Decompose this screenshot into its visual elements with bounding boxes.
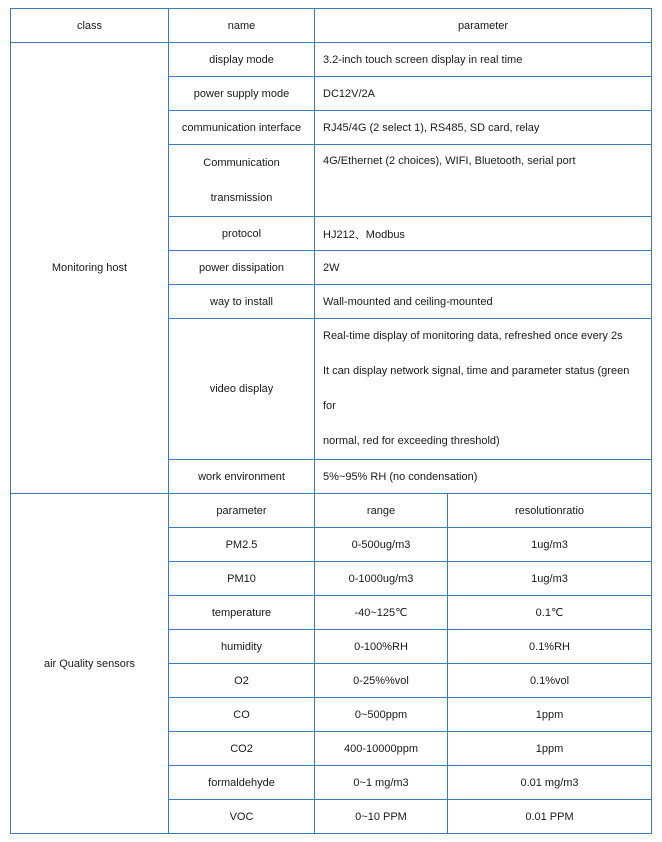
sensor-range: 400-10000ppm [315, 732, 448, 766]
row-name-line: Communication [203, 156, 280, 169]
sensor-header-resolution: resolutionratio [448, 494, 652, 528]
row-value: 4G/Ethernet (2 choices), WIFI, Bluetooth, serial port [315, 145, 652, 217]
sensor-parameter: CO2 [169, 732, 315, 766]
row-value-line: Real-time display of monitoring data, refreshed once every 2s [323, 330, 623, 342]
sensor-parameter: PM10 [169, 562, 315, 596]
row-value [315, 319, 652, 460]
class-air-quality-sensors: air Quality sensors [11, 494, 169, 834]
sensor-range: 0~500ppm [315, 698, 448, 732]
spec-table [10, 8, 652, 834]
row-name [169, 145, 315, 217]
sensor-header-range: range [315, 494, 448, 528]
row-name: communication interface [169, 111, 315, 145]
row-name: way to install [169, 285, 315, 319]
row-name: protocol [169, 217, 315, 251]
row-value: HJ212、Modbus [315, 217, 652, 251]
row-name: work environment [169, 460, 315, 494]
sensor-header-row [11, 494, 652, 528]
sensor-resolution: 0.1%vol [448, 664, 652, 698]
sensor-range: -40~125℃ [315, 596, 448, 630]
row-value: DC12V/2A [315, 77, 652, 111]
row-value: 2W [315, 251, 652, 285]
row-value-line: It can display network signal, time and parameter status (green for [323, 365, 630, 412]
row-value: RJ45/4G (2 select 1), RS485, SD card, relay [315, 111, 652, 145]
sensor-parameter: humidity [169, 630, 315, 664]
sensor-parameter: PM2.5 [169, 528, 315, 562]
sensor-resolution: 1ug/m3 [448, 562, 652, 596]
sensor-resolution: 1ppm [448, 698, 652, 732]
sensor-resolution: 1ppm [448, 732, 652, 766]
sensor-range: 0-25%%vol [315, 664, 448, 698]
sensor-range: 0-1000ug/m3 [315, 562, 448, 596]
sensor-resolution: 0.1%RH [448, 630, 652, 664]
header-parameter: parameter [315, 9, 652, 43]
header-class: class [11, 9, 169, 43]
header-row [11, 9, 652, 43]
sensor-parameter: temperature [169, 596, 315, 630]
row-name-line: transmission [210, 191, 273, 204]
class-monitoring-host: Monitoring host [11, 43, 169, 494]
sensor-resolution: 1ug/m3 [448, 528, 652, 562]
row-name: power supply mode [169, 77, 315, 111]
sensor-range: 0~1 mg/m3 [315, 766, 448, 800]
row-value: Wall-mounted and ceiling-mounted [315, 285, 652, 319]
sensor-resolution: 0.01 mg/m3 [448, 766, 652, 800]
row-value-line: normal, red for exceeding threshold) [323, 435, 500, 447]
row-name: video display [169, 319, 315, 460]
sensor-parameter: CO [169, 698, 315, 732]
row-value: 5%~95% RH (no condensation) [315, 460, 652, 494]
sensor-header-parameter: parameter [169, 494, 315, 528]
table-row [11, 43, 652, 77]
row-name: power dissipation [169, 251, 315, 285]
sensor-range: 0~10 PPM [315, 800, 448, 834]
header-name: name [169, 9, 315, 43]
row-value: 3.2-inch touch screen display in real time [315, 43, 652, 77]
sensor-parameter: VOC [169, 800, 315, 834]
sensor-range: 0-500ug/m3 [315, 528, 448, 562]
sensor-resolution: 0.1℃ [448, 596, 652, 630]
row-name: display mode [169, 43, 315, 77]
sensor-resolution: 0.01 PPM [448, 800, 652, 834]
sensor-parameter: formaldehyde [169, 766, 315, 800]
sensor-range: 0-100%RH [315, 630, 448, 664]
sensor-parameter: O2 [169, 664, 315, 698]
